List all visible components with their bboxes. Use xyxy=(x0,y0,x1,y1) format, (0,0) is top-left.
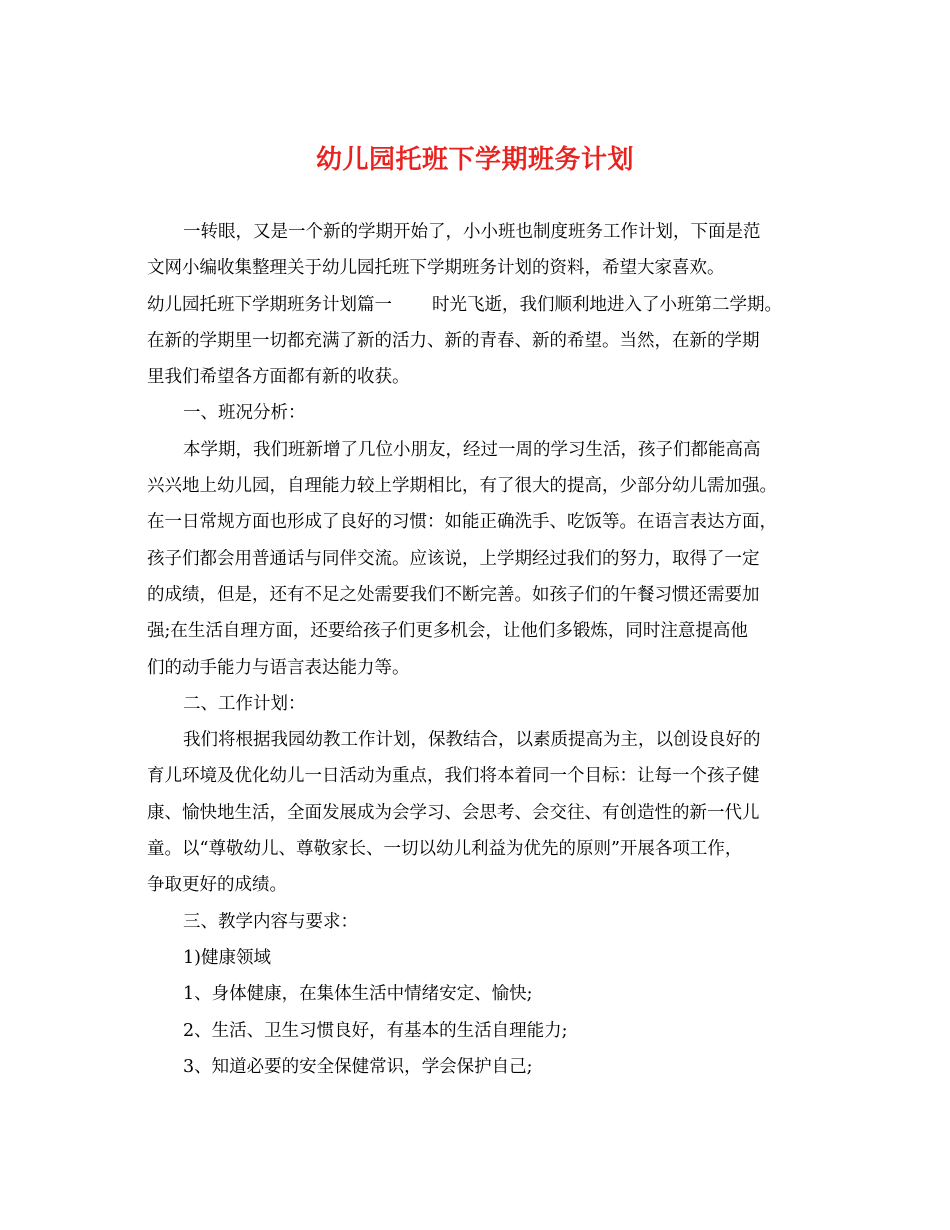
section-heading: 幼儿园托班下学期班务计划篇一 xyxy=(147,294,392,315)
paragraph-line: 我们将根据我园幼教工作计划，保教结合，以素质提高为主，以创设良好的 xyxy=(183,730,761,751)
section-heading: 一、班况分析： xyxy=(183,403,306,424)
paragraph-line: 一转眼，又是一个新的学期开始了，小小班也制度班务工作计划，下面是范 xyxy=(183,222,761,242)
paragraph-line: 在新的学期里一切都充满了新的活力、新的青春、新的希望。当然，在新的学期 xyxy=(147,330,760,351)
paragraph-line: 争取更好的成绩。 xyxy=(147,875,287,896)
paragraph-line: 本学期，我们班新增了几位小朋友，经过一周的学习生活，孩子们都能高高 xyxy=(183,439,761,460)
list-item: 1、身体健康，在集体生活中情绪安定、愉快; xyxy=(183,984,533,1005)
section-heading: 二、工作计划： xyxy=(183,693,306,714)
paragraph-line: 强;在生活自理方面，还要给孩子们更多机会，让他们多锻炼，同时注意提高他 xyxy=(147,621,748,642)
list-item: 2、生活、卫生习惯良好，有基本的生活自理能力; xyxy=(183,1020,568,1041)
paragraph-line: 在一日常规方面也形成了良好的习惯：如能正确洗手、吃饭等。在语言表达方面， xyxy=(147,512,777,533)
paragraph-line: 孩子们都会用普通话与同伴交流。应该说，上学期经过我们的努力，取得了一定 xyxy=(147,548,760,569)
section-heading: 三、教学内容与要求： xyxy=(183,911,358,932)
paragraph-line: 们的动手能力与语言表达能力等。 xyxy=(147,657,410,678)
paragraph-line: 康、愉快地生活，全面发展成为会学习、会思考、会交往、有创造性的新一代儿 xyxy=(147,802,760,823)
paragraph-line: 里我们希望各方面都有新的收获。 xyxy=(147,367,410,388)
subsection-heading: 1)健康领域 xyxy=(183,947,271,968)
paragraph-line: 兴兴地上幼儿园，自理能力较上学期相比，有了很大的提高，少部分幼儿需加强。 xyxy=(147,476,777,497)
paragraph-line: 育儿环境及优化幼儿一日活动为重点，我们将本着同一个目标：让每一个孩子健 xyxy=(147,766,760,787)
paragraph-text: 时光飞逝，我们顺利地进入了小班第二学期。 xyxy=(432,294,782,315)
list-item: 3、知道必要的安全保健常识，学会保护自己; xyxy=(183,1056,533,1077)
paragraph-line-combined xyxy=(147,287,812,323)
paragraph-line: 的成绩，但是，还有不足之处需要我们不断完善。如孩子们的午餐习惯还需要加 xyxy=(147,584,760,605)
document-body xyxy=(147,214,812,1085)
document-title: 幼儿园托班下学期班务计划 xyxy=(315,145,634,175)
paragraph-line: 童。以“尊敬幼儿、尊敬家长、一切以幼儿利益为优先的原则”开展各项工作， xyxy=(147,839,743,860)
paragraph-line: 文网小编收集整理关于幼儿园托班下学期班务计划的资料，希望大家喜欢。 xyxy=(147,258,725,279)
